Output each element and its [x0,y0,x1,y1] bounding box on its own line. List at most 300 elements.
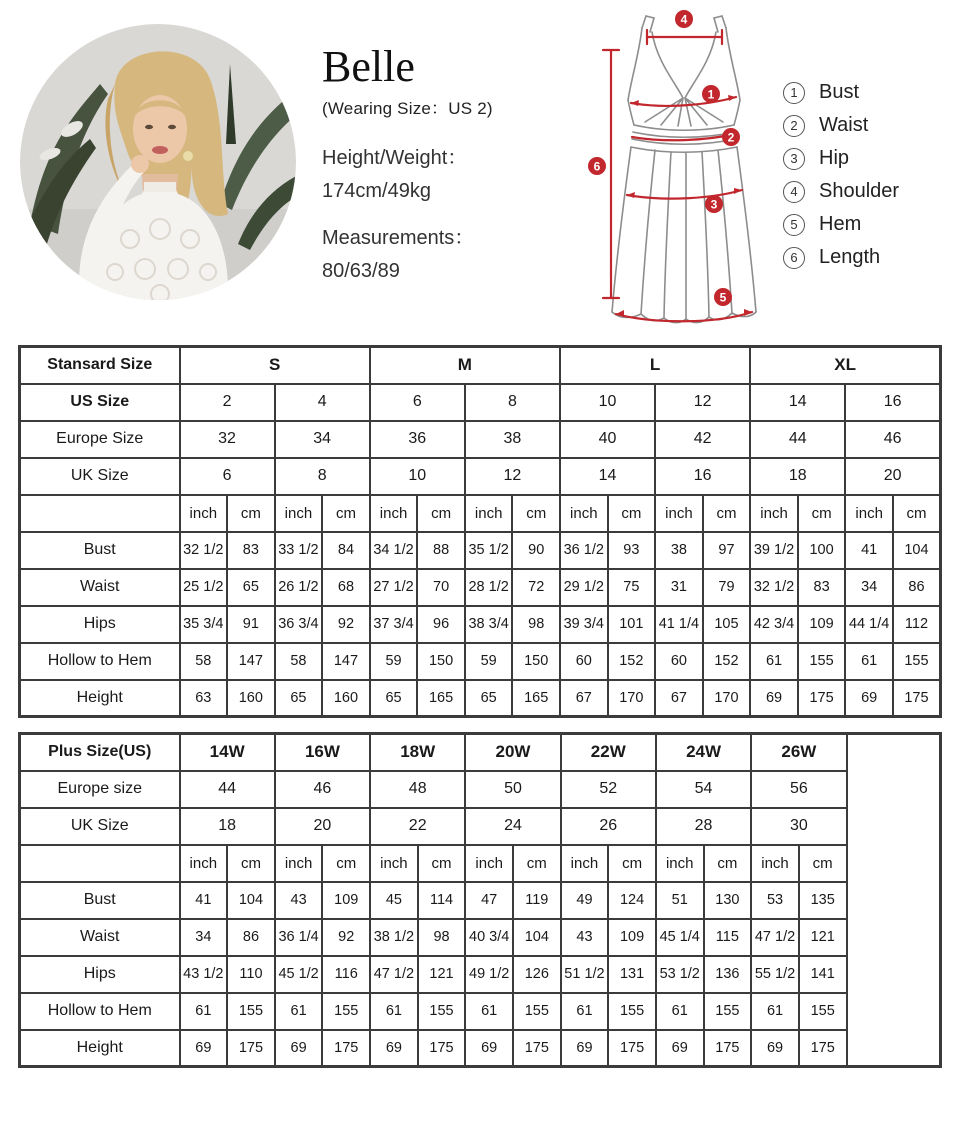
value-cell: 45 1/4 [656,919,704,956]
legend-number: 2 [783,115,805,137]
value-cell: 47 [465,882,513,919]
value-cell: 79 [703,569,751,606]
value-cell: 165 [417,680,465,717]
callout-hem: 5 [719,290,727,305]
size-group-cell: 24W [656,734,751,771]
value-cell: 86 [893,569,941,606]
value-cell: 61 [180,993,228,1030]
value-cell: 109 [322,882,370,919]
value-cell: 70 [417,569,465,606]
table-row [20,643,941,680]
unit-cell: cm [703,495,751,532]
value-cell: 37 3/4 [370,606,418,643]
table-row [20,569,941,606]
value-cell: 38 [655,532,703,569]
size-group-cell: 16W [275,734,370,771]
value-cell: 115 [704,919,752,956]
table-row [20,680,941,717]
value-cell: 47 1/2 [370,956,418,993]
unit-cell: inch [751,845,799,882]
size-cell: 6 [180,458,275,495]
value-cell: 86 [227,919,275,956]
callout-shoulder: 4 [680,12,688,27]
size-cell: 28 [656,808,751,845]
value-cell: 131 [608,956,656,993]
value-cell: 61 [275,993,323,1030]
value-cell: 112 [893,606,941,643]
size-cell: 14 [750,384,845,421]
value-cell: 147 [227,643,275,680]
legend-item [783,142,958,175]
value-cell: 41 1/4 [655,606,703,643]
value-cell: 170 [703,680,751,717]
size-cell: 54 [656,771,751,808]
value-cell: 69 [845,680,893,717]
unit-cell: inch [845,495,893,532]
callout-bust: 1 [707,87,715,102]
row-label: Hollow to Hem [20,643,180,680]
value-cell: 104 [227,882,275,919]
value-cell: 51 [656,882,704,919]
callout-length: 6 [593,159,601,174]
table-row [20,845,941,882]
value-cell: 36 1/2 [560,532,608,569]
header-section [0,0,960,345]
value-cell: 104 [893,532,941,569]
row-label: Hollow to Hem [20,993,180,1030]
size-cell: 8 [275,458,370,495]
size-cell: 18 [750,458,845,495]
size-cell: 32 [180,421,275,458]
value-cell: 175 [608,1030,656,1067]
unit-cell: inch [465,845,513,882]
legend-item [783,208,958,241]
value-cell: 34 1/2 [370,532,418,569]
table-title: Stansard Size [20,347,180,384]
unit-cell: inch [655,495,703,532]
unit-cell: inch [561,845,609,882]
row-label: Waist [20,569,180,606]
value-cell: 65 [465,680,513,717]
row-label: Height [20,680,180,717]
value-cell: 28 1/2 [465,569,513,606]
unit-cell: cm [417,495,465,532]
size-cell: 34 [275,421,370,458]
size-cell: 44 [750,421,845,458]
row-label: Europe Size [20,421,180,458]
unit-cell: cm [512,495,560,532]
value-cell: 175 [513,1030,561,1067]
value-cell: 98 [512,606,560,643]
value-cell: 116 [322,956,370,993]
measurement-legend [783,76,958,274]
value-cell: 32 1/2 [750,569,798,606]
legend-item [783,241,958,274]
value-cell: 170 [608,680,656,717]
table-row [20,993,941,1030]
unit-cell: cm [322,845,370,882]
size-group-cell: XL [750,347,940,384]
value-cell: 65 [370,680,418,717]
size-cell: 50 [465,771,560,808]
size-group-cell: 14W [180,734,275,771]
model-info [322,44,552,283]
value-cell: 53 [751,882,799,919]
value-cell: 58 [180,643,228,680]
height-weight-label: Height/Weight： [322,147,468,169]
size-cell: 10 [560,384,655,421]
value-cell: 59 [370,643,418,680]
standard-size-table [18,345,942,718]
size-cell: 56 [751,771,846,808]
value-cell: 40 3/4 [465,919,513,956]
unit-cell: cm [513,845,561,882]
size-cell: 20 [275,808,370,845]
unit-cell: inch [560,495,608,532]
value-cell: 155 [608,993,656,1030]
unit-cell: cm [608,495,656,532]
value-cell: 27 1/2 [370,569,418,606]
unit-cell: cm [798,495,846,532]
value-cell: 72 [512,569,560,606]
size-cell: 26 [561,808,656,845]
size-cell: 52 [561,771,656,808]
value-cell: 69 [275,1030,323,1067]
row-label [20,845,180,882]
value-cell: 119 [513,882,561,919]
table-row [20,919,941,956]
value-cell: 69 [180,1030,228,1067]
legend-item [783,76,958,109]
value-cell: 84 [322,532,370,569]
legend-label: Hip [819,147,850,169]
unit-cell: cm [418,845,466,882]
value-cell: 61 [561,993,609,1030]
unit-cell: inch [370,495,418,532]
value-cell: 32 1/2 [180,532,228,569]
value-cell: 175 [799,1030,847,1067]
value-cell: 49 [561,882,609,919]
size-cell: 4 [275,384,370,421]
legend-number: 4 [783,181,805,203]
size-cell: 12 [465,458,560,495]
dress-diagram [583,6,787,338]
unit-cell: inch [750,495,798,532]
size-cell: 14 [560,458,655,495]
row-label: UK Size [20,458,180,495]
row-label: Hips [20,606,180,643]
table-row [20,458,941,495]
value-cell: 110 [227,956,275,993]
value-cell: 97 [703,532,751,569]
empty-column-cell [847,734,941,1067]
value-cell: 98 [418,919,466,956]
measurements-label: Measurements： [322,227,475,249]
row-label: UK Size [20,808,180,845]
value-cell: 31 [655,569,703,606]
unit-cell: cm [799,845,847,882]
value-cell: 109 [798,606,846,643]
row-label: Europe size [20,771,180,808]
value-cell: 155 [513,993,561,1030]
value-cell: 130 [704,882,752,919]
value-cell: 147 [322,643,370,680]
measurements-value: 80/63/89 [322,260,400,282]
unit-cell: cm [704,845,752,882]
value-cell: 175 [798,680,846,717]
size-cell: 18 [180,808,275,845]
value-cell: 155 [893,643,941,680]
unit-cell: inch [370,845,418,882]
value-cell: 109 [608,919,656,956]
value-cell: 101 [608,606,656,643]
value-cell: 67 [560,680,608,717]
table-row [20,384,941,421]
value-cell: 61 [845,643,893,680]
size-cell: 16 [655,458,750,495]
unit-cell: inch [180,495,228,532]
value-cell: 88 [417,532,465,569]
value-cell: 61 [751,993,799,1030]
value-cell: 175 [704,1030,752,1067]
plus-size-table [18,732,942,1068]
value-cell: 25 1/2 [180,569,228,606]
value-cell: 43 1/2 [180,956,228,993]
value-cell: 175 [893,680,941,717]
row-label: Hips [20,956,180,993]
row-label: US Size [20,384,180,421]
size-group-cell: 22W [561,734,656,771]
value-cell: 152 [703,643,751,680]
value-cell: 83 [798,569,846,606]
value-cell: 26 1/2 [275,569,323,606]
value-cell: 96 [417,606,465,643]
value-cell: 121 [799,919,847,956]
value-cell: 34 [845,569,893,606]
table-row [20,734,941,771]
value-cell: 92 [322,919,370,956]
value-cell: 53 1/2 [656,956,704,993]
value-cell: 155 [799,993,847,1030]
value-cell: 69 [656,1030,704,1067]
value-cell: 41 [180,882,228,919]
size-group-cell: 26W [751,734,846,771]
size-group-cell: 18W [370,734,465,771]
legend-number: 1 [783,82,805,104]
value-cell: 155 [418,993,466,1030]
unit-cell: inch [275,845,323,882]
value-cell: 59 [465,643,513,680]
value-cell: 55 1/2 [751,956,799,993]
value-cell: 65 [275,680,323,717]
table-row [20,606,941,643]
value-cell: 61 [656,993,704,1030]
table-row [20,956,941,993]
value-cell: 60 [560,643,608,680]
callout-hip: 3 [710,197,718,212]
size-cell: 2 [180,384,275,421]
size-cell: 46 [845,421,940,458]
value-cell: 39 1/2 [750,532,798,569]
unit-cell: cm [608,845,656,882]
value-cell: 43 [275,882,323,919]
size-group-cell: 20W [465,734,560,771]
table-row [20,421,941,458]
value-cell: 39 3/4 [560,606,608,643]
table-row [20,808,941,845]
row-label: Bust [20,882,180,919]
size-cell: 38 [465,421,560,458]
value-cell: 175 [322,1030,370,1067]
value-cell: 155 [798,643,846,680]
value-cell: 83 [227,532,275,569]
wearing-size: (Wearing Size：US 2) [322,99,493,118]
value-cell: 63 [180,680,228,717]
unit-cell: inch [656,845,704,882]
value-cell: 152 [608,643,656,680]
unit-cell: inch [465,495,513,532]
table-row [20,347,941,384]
value-cell: 124 [608,882,656,919]
value-cell: 68 [322,569,370,606]
value-cell: 75 [608,569,656,606]
model-name: Belle [322,42,415,91]
value-cell: 35 1/2 [465,532,513,569]
legend-number: 3 [783,148,805,170]
legend-label: Length [819,246,881,268]
legend-item [783,175,958,208]
value-cell: 100 [798,532,846,569]
table-row [20,1030,941,1067]
value-cell: 43 [561,919,609,956]
value-cell: 42 3/4 [750,606,798,643]
value-cell: 65 [227,569,275,606]
size-cell: 22 [370,808,465,845]
unit-cell: cm [227,845,275,882]
size-cell: 30 [751,808,846,845]
row-label: Height [20,1030,180,1067]
size-group-cell: M [370,347,560,384]
size-cell: 10 [370,458,465,495]
value-cell: 45 1/2 [275,956,323,993]
value-cell: 155 [227,993,275,1030]
table-row [20,532,941,569]
value-cell: 69 [561,1030,609,1067]
row-label: Bust [20,532,180,569]
value-cell: 38 1/2 [370,919,418,956]
value-cell: 60 [655,643,703,680]
value-cell: 47 1/2 [751,919,799,956]
value-cell: 61 [370,993,418,1030]
value-cell: 36 3/4 [275,606,323,643]
value-cell: 114 [418,882,466,919]
value-cell: 141 [799,956,847,993]
value-cell: 155 [704,993,752,1030]
value-cell: 69 [465,1030,513,1067]
unit-cell: cm [893,495,941,532]
size-cell: 20 [845,458,940,495]
value-cell: 135 [799,882,847,919]
legend-label: Waist [819,114,869,136]
value-cell: 44 1/4 [845,606,893,643]
value-cell: 121 [418,956,466,993]
value-cell: 67 [655,680,703,717]
value-cell: 175 [227,1030,275,1067]
value-cell: 58 [275,643,323,680]
value-cell: 90 [512,532,560,569]
legend-number: 5 [783,214,805,236]
table-row [20,495,941,532]
dress-diagram-art [583,6,787,338]
unit-cell: cm [227,495,275,532]
size-cell: 40 [560,421,655,458]
value-cell: 92 [322,606,370,643]
value-cell: 160 [227,680,275,717]
unit-cell: inch [180,845,228,882]
value-cell: 175 [418,1030,466,1067]
size-cell: 6 [370,384,465,421]
value-cell: 150 [512,643,560,680]
size-cell: 12 [655,384,750,421]
value-cell: 29 1/2 [560,569,608,606]
size-cell: 8 [465,384,560,421]
table-row [20,882,941,919]
value-cell: 105 [703,606,751,643]
size-group-cell: S [180,347,370,384]
value-cell: 160 [322,680,370,717]
value-cell: 33 1/2 [275,532,323,569]
row-label [20,495,180,532]
unit-cell: inch [275,495,323,532]
value-cell: 69 [751,1030,799,1067]
value-cell: 34 [180,919,228,956]
table-row [20,771,941,808]
legend-item [783,109,958,142]
table-title: Plus Size(US) [20,734,180,771]
value-cell: 69 [370,1030,418,1067]
unit-cell: cm [322,495,370,532]
size-group-cell: L [560,347,750,384]
legend-label: Bust [819,81,860,103]
value-cell: 136 [704,956,752,993]
value-cell: 61 [465,993,513,1030]
size-cell: 42 [655,421,750,458]
legend-label: Shoulder [819,180,900,202]
legend-number: 6 [783,247,805,269]
value-cell: 38 3/4 [465,606,513,643]
legend-label: Hem [819,213,862,235]
size-cell: 16 [845,384,940,421]
value-cell: 41 [845,532,893,569]
value-cell: 93 [608,532,656,569]
value-cell: 91 [227,606,275,643]
value-cell: 35 3/4 [180,606,228,643]
value-cell: 150 [417,643,465,680]
value-cell: 126 [513,956,561,993]
model-photo-art [20,24,296,300]
value-cell: 51 1/2 [561,956,609,993]
value-cell: 69 [750,680,798,717]
size-cell: 48 [370,771,465,808]
size-cell: 46 [275,771,370,808]
size-cell: 24 [465,808,560,845]
value-cell: 104 [513,919,561,956]
value-cell: 49 1/2 [465,956,513,993]
row-label: Waist [20,919,180,956]
height-weight-value: 174cm/49kg [322,180,431,202]
value-cell: 61 [750,643,798,680]
size-cell: 36 [370,421,465,458]
